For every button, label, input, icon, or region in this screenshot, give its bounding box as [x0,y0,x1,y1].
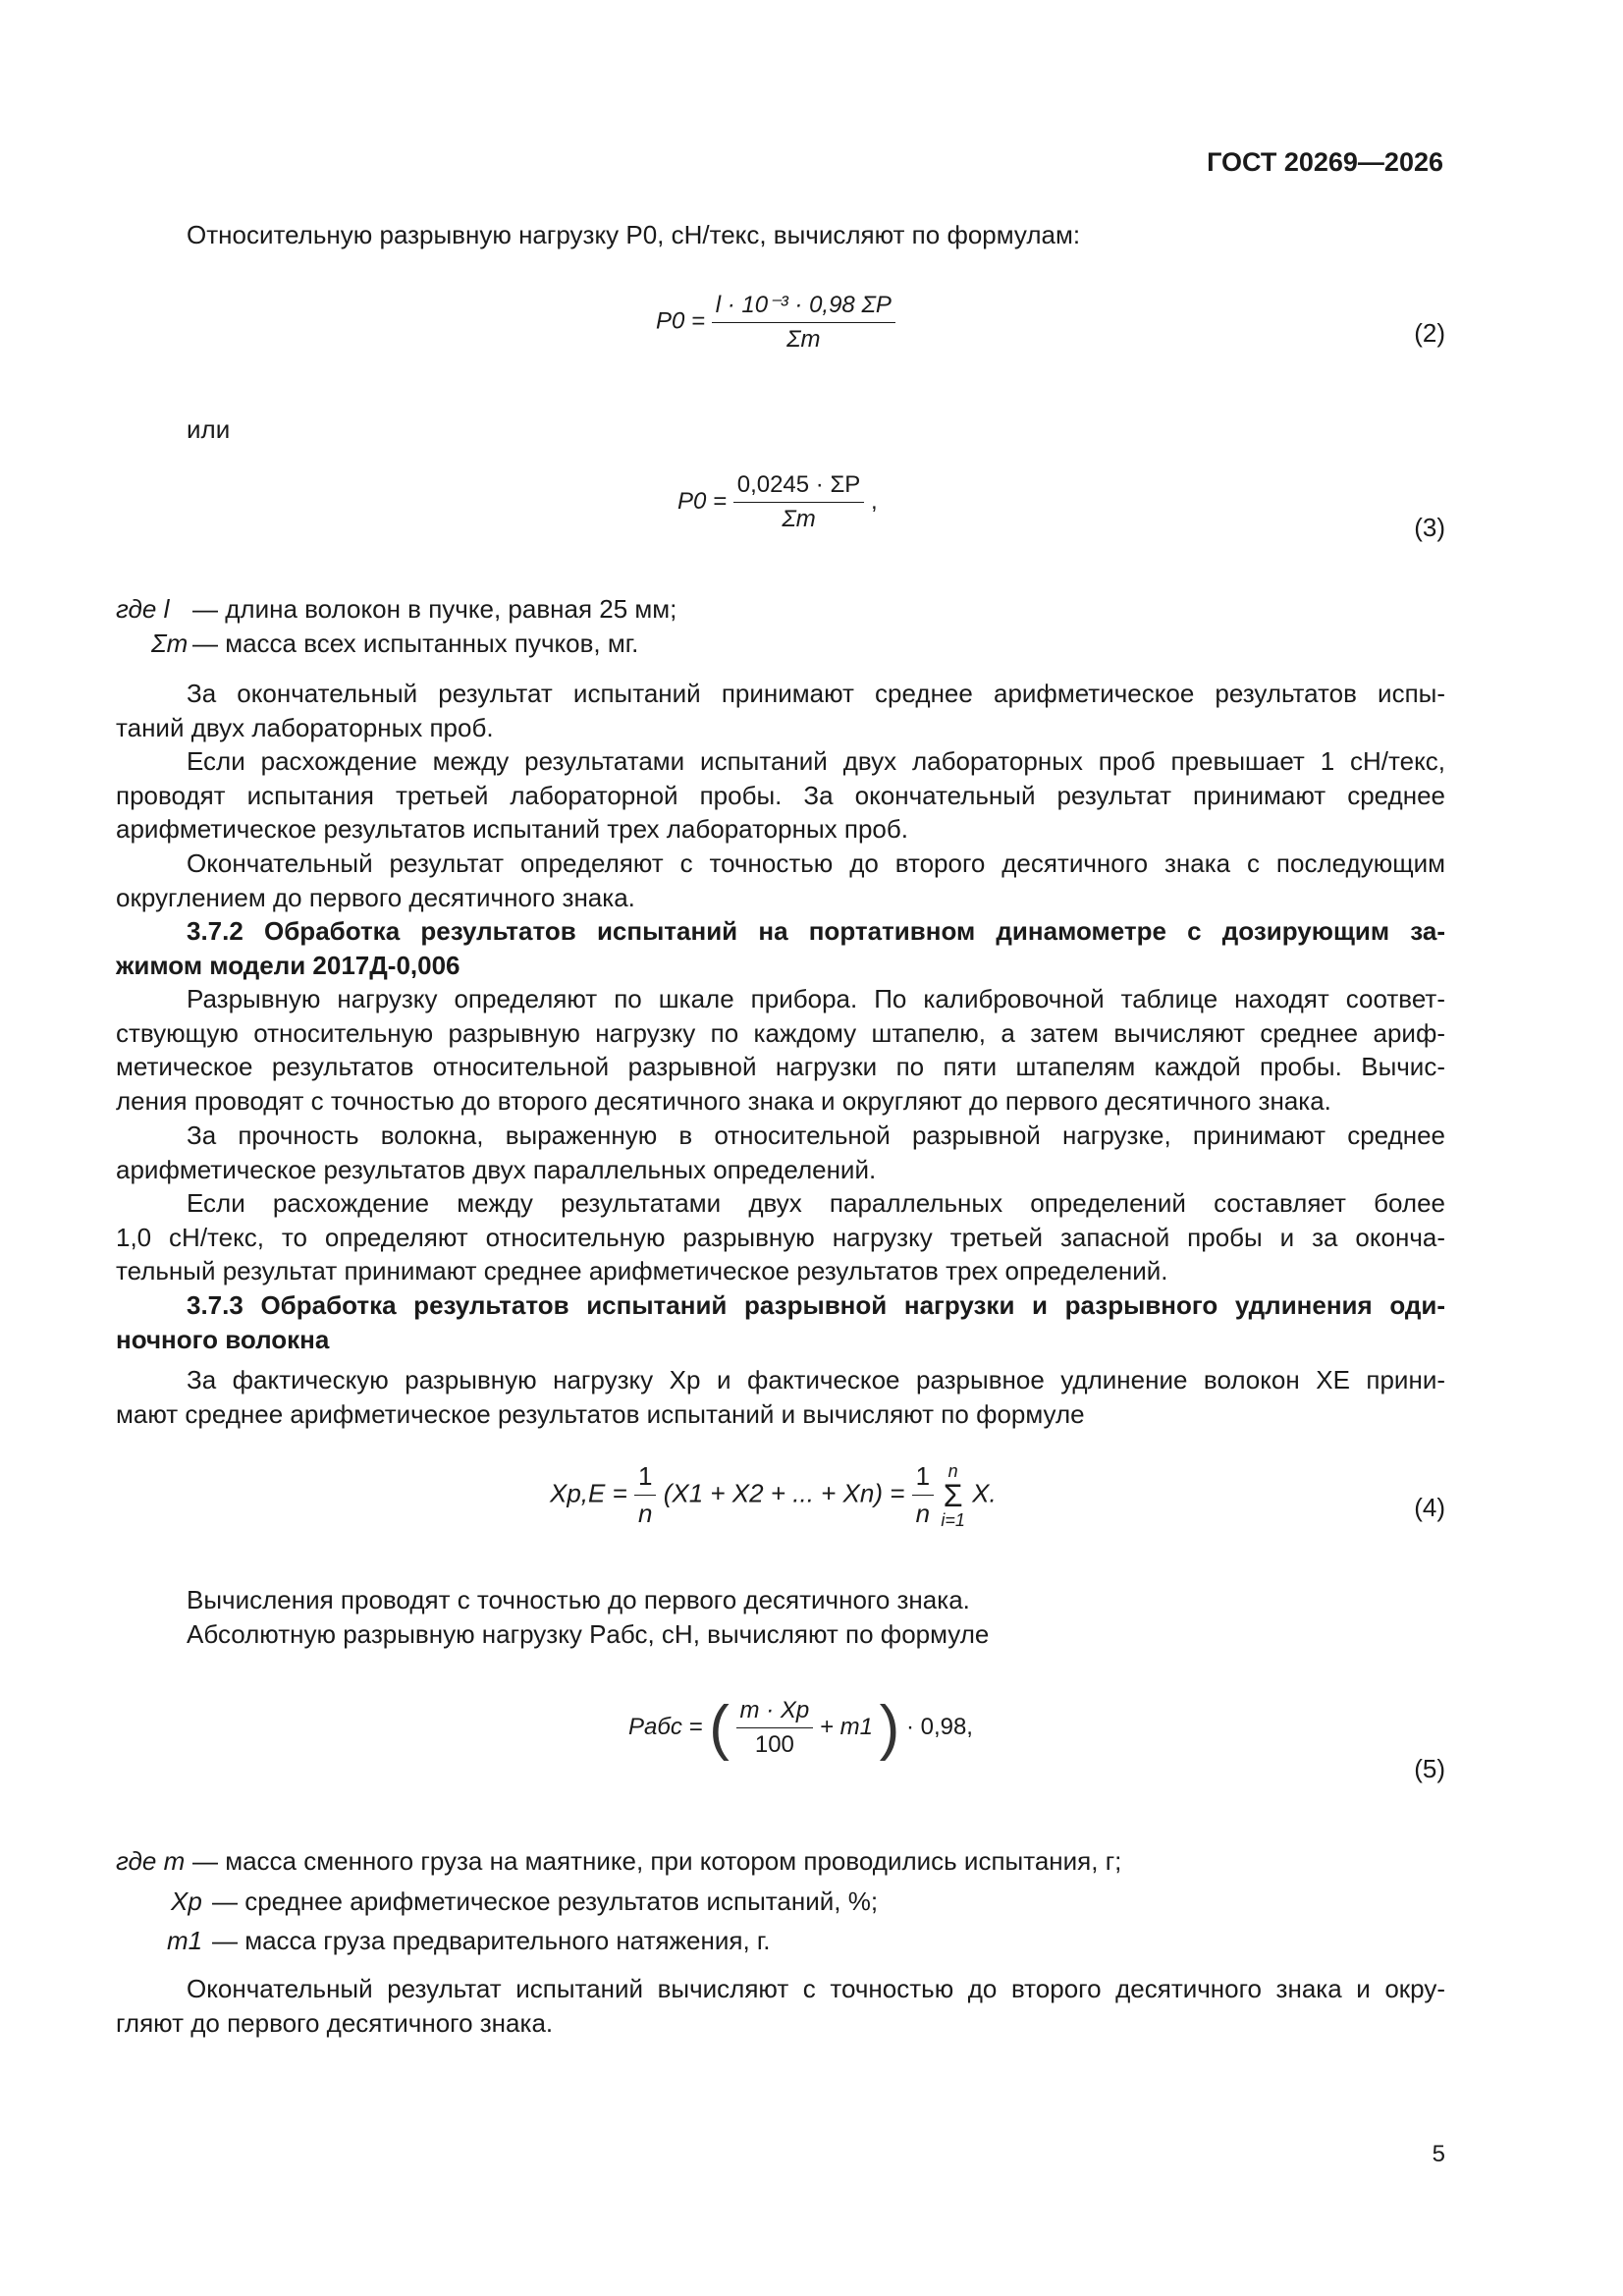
formula-2-lhs: P0 = [656,307,706,335]
paragraph-actual-load [116,1363,1445,1431]
where-block-1 [116,592,1445,660]
formula-4-lhs: Xp,E = [550,1478,627,1508]
formula-4-fraction-1 [634,1461,656,1529]
formula-4-f1-den: n [638,1499,653,1528]
paragraph-line: гляют до первого десятичного знака. [116,2007,554,2038]
equation-number-4: (4) [1414,1493,1445,1522]
where-item [116,1844,1445,1879]
heading-line: ночного волокна [116,1324,330,1354]
paragraph-line: проводят испытания третьей лабораторной пробы. За окончательный результат принимают среднее [116,780,1445,810]
page-number: 5 [1432,2141,1445,2167]
formula-2-fraction [712,291,895,354]
paragraph-line: За окончательный результат испытаний принимают среднее арифметическое результатов испы- [187,679,1445,708]
formula-4-sum-top: n [947,1460,958,1481]
paragraph-line: Разрывную нагрузку определяют по шкале прибора. По калибровочной таблице находят соответ- [187,984,1445,1013]
where-block-2 [116,1844,1445,1958]
formula-3-tail: , [870,487,878,515]
paragraph-line: Окончательный результат определяют с точностью до второго десятичного знака с последующим [187,848,1445,878]
formula-4-middle: (X1 + X2 + ... + Xn) = [663,1478,905,1508]
where-text: — масса всех испытанных пучков, мг. [192,628,639,658]
formula-2 [656,291,895,354]
formula-3 [677,471,878,533]
formula-2-denominator: Σm [786,326,821,353]
paragraph-line: Если расхождение между результатами двух параллельных определений составляет более [187,1188,1445,1218]
paragraph-fiber-strength [116,1119,1445,1186]
paragraph-final-calc [116,1972,1445,2040]
intro-paragraph [116,218,1445,252]
paragraph-line: арифметическое результатов двух параллельных определений. [116,1154,877,1184]
formula-5-numerator: m · Xp [736,1697,814,1728]
formula-5-lhs: Pабс = [628,1713,703,1740]
where-text: — среднее арифметическое результатов испытаний, %; [212,1886,879,1916]
where-item [116,627,1445,661]
formula-4-sum-bottom: i=1 [941,1509,965,1530]
paragraph-line: 1,0 сН/текс, то определяют относительную разрывную нагрузку третьей запасной пробы и за оконча- [116,1222,1445,1252]
where-symbol: Σm [151,628,189,658]
heading-line: жимом модели 2017Д-0,006 [116,950,460,980]
intro-line: Относительную разрывную нагрузку P0, сН/текс, вычисляют по формулам: [187,220,1081,249]
equation-number-2: (2) [1414,318,1445,348]
paragraph-line: За фактическую разрывную нагрузку Xp и фактическое разрывное удлинение волокон XE прини- [187,1365,1445,1394]
paragraph-precision [116,847,1445,914]
formula-5-tail: · 0,98, [905,1713,973,1740]
formula-5-denominator: 100 [754,1731,794,1758]
paragraph-line: тельный результат принимают среднее арифметическое результатов трех определений. [116,1256,1168,1285]
paragraph-line: таний двух лабораторных проб. [116,712,494,742]
formula-5-plus: + m1 [819,1713,873,1740]
formula-4 [550,1461,997,1529]
where-text: — масса сменного груза на маятнике, при котором проводились испытания, г; [192,1846,1122,1876]
paragraph-line: метическое результатов относительной разрывной нагрузки по пяти штапелям каждой пробы. Вычис- [116,1052,1445,1081]
paragraph-line: арифметическое результатов испытаний трех лабораторных проб. [116,814,908,844]
heading-line: 3.7.2 Обработка результатов испытаний на портативном динамометре с дозирующим за- [187,916,1445,946]
where-item [116,1885,1445,1919]
paragraph-line: ствующую относительную разрывную нагрузку по каждому штапелю, а затем вычисляют среднее ариф- [116,1017,1445,1048]
where-text: — масса груза предварительного натяжения, г. [212,1926,771,1955]
or-word: или [187,414,231,444]
formula-4-f1-num: 1 [634,1461,656,1496]
formula-5-right-paren: ) [879,1694,900,1762]
section-heading-3-7-3 [116,1288,1445,1356]
paragraph-discrepancy [116,744,1445,847]
paragraph-line: ления проводят с точностью до второго десятичного знака и округляют до первого десятичного знака. [116,1085,1331,1116]
where-symbol: где l [116,594,170,624]
formula-3-fraction [733,471,865,533]
paragraph-line: Абсолютную разрывную нагрузку Pабс, сН, вычисляют по формуле [187,1618,990,1649]
or-paragraph [116,412,1445,447]
formula-4-sum [941,1462,965,1529]
formula-4-fraction-2 [912,1461,934,1529]
where-item [116,1924,1445,1958]
formula-5 [628,1693,973,1763]
formula-5-fraction [736,1697,814,1759]
heading-line: 3.7.3 Обработка результатов испытаний разрывной нагрузки и разрывного удлинения оди- [187,1290,1445,1320]
document-id-header: ГОСТ 20269—2026 [1207,147,1443,177]
equation-number-5: (5) [1414,1754,1445,1783]
where-symbol: Xp [171,1886,202,1916]
formula-3-denominator: Σm [782,506,816,532]
paragraph-breaking-load [116,982,1445,1118]
formula-4-tail: X. [972,1478,997,1508]
formula-2-numerator: l · 10⁻³ · 0,98 ΣP [712,291,895,323]
where-symbol: m1 [167,1926,203,1955]
paragraph-line: Вычисления проводят с точностью до первого десятичного знака. [187,1585,970,1614]
paragraph-line: округлением до первого десятичного знака. [116,882,635,912]
paragraph-calc-precision [116,1583,1445,1651]
paragraph-parallel-discrepancy [116,1186,1445,1288]
formula-5-left-paren: ( [709,1694,730,1762]
paragraph-line: Окончательный результат испытаний вычисляют с точностью до второго десятичного знака и окру- [187,1974,1445,2003]
paragraph-line: мают среднее арифметическое результатов испытаний и вычисляют по формуле [116,1398,1085,1429]
formula-4-f2-den: n [915,1499,931,1528]
equation-number-3: (3) [1414,513,1445,542]
paragraph-line: За прочность волокна, выраженную в относительной разрывной нагрузке, принимают среднее [187,1121,1445,1150]
paragraph-final-result [116,677,1445,744]
formula-4-sum-sign: Σ [943,1477,963,1513]
formula-3-numerator: 0,0245 · ΣP [733,471,865,503]
formula-3-lhs: P0 = [677,487,728,515]
paragraph-line: Если расхождение между результатами испытаний двух лабораторных проб превышает 1 сН/текс, [187,746,1445,776]
where-text: — длина волокон в пучке, равная 25 мм; [192,594,677,624]
section-heading-3-7-2 [116,914,1445,982]
formula-4-f2-num: 1 [912,1461,934,1496]
where-symbol: где m [116,1846,186,1876]
where-item [116,592,1445,627]
